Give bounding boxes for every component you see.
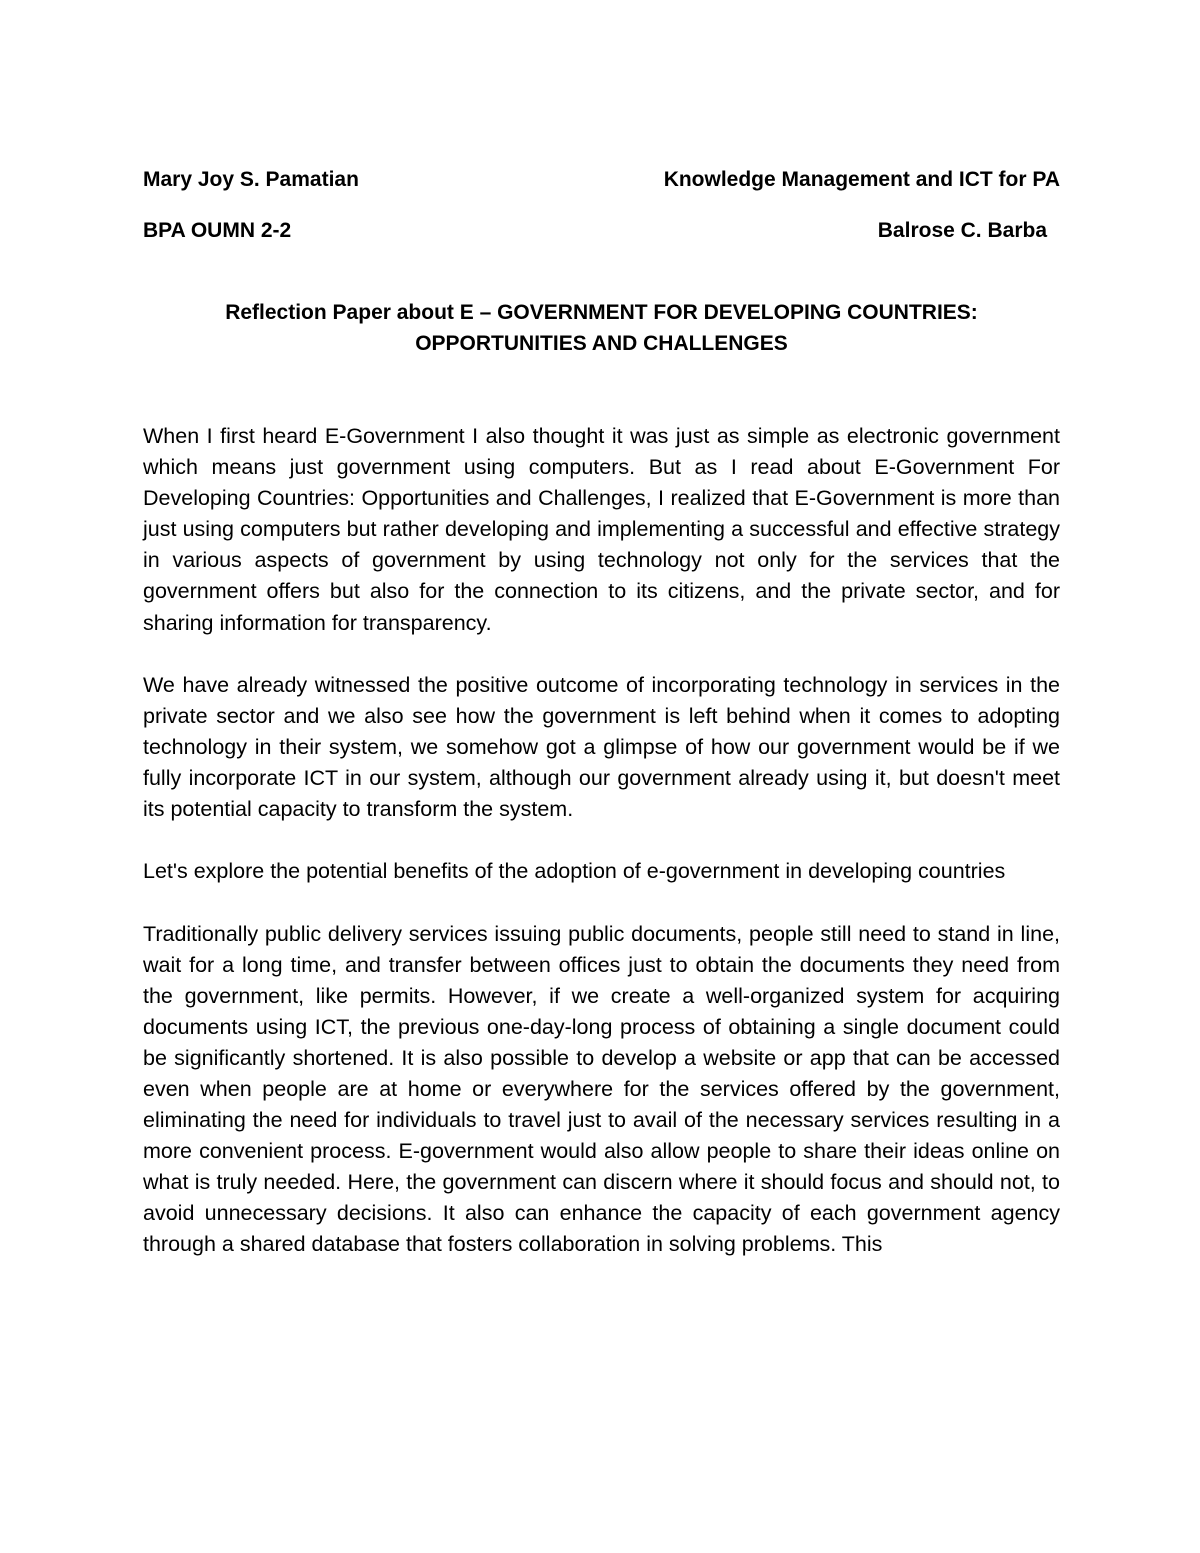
paragraph: Let's explore the potential benefits of the adoption of e-government in developing countries (143, 859, 1006, 884)
paper-title (143, 297, 1060, 359)
title-line-1: Reflection Paper about E – GOVERNMENT FOR DEVELOPING COUNTRIES: (225, 301, 978, 324)
header-row-1 (143, 166, 1060, 194)
header-row-2 (143, 217, 1060, 245)
title-line-2: OPPORTUNITIES AND CHALLENGES (415, 332, 788, 355)
paragraph: We have already witnessed the positive outcome of incorporating technology in services in the private sector and we also see how the government is left behind when it comes to adopting technology in their system, we somehow got a glimpse of how our government would be if we fully incorporate ICT in our system, although our government already using it, but doesn't meet its potential capacity to transform the system. (143, 672, 1060, 822)
paragraph: When I first heard E-Government I also thought it was just as simple as electronic government which means just government using computers. But as I read about E-Government For Developing Countries: Opportunities and Challenges, I realized that E-Government is more than just using computers but rather developing and implementing a successful and effective strategy in various aspects of government by using technology not only for the services that the government offers but also for the connection to its citizens, and the private sector, and for sharing information for transparency. (143, 424, 1060, 635)
section-name: BPA OUMN 2-2 (143, 219, 292, 242)
paragraph: Traditionally public delivery services issuing public documents, people still need to stand in line, wait for a long time, and transfer between offices just to obtain the documents they need from the government, like permits. However, if we create a well-organized system for acquiring documents using ICT, the previous one-day-long process of obtaining a single document could be significantly shortened. It is also possible to develop a website or app that can be accessed even when people are at home or everywhere for the services offered by the government, eliminating the need for individuals to travel just to avail of the necessary services resulting in a more convenient process. E-government would also allow people to share their ideas online on what is truly needed. Here, the government can discern where it should focus and should not, to avoid unnecessary decisions. It also can enhance the capacity of each government agency through a shared database that fosters collaboration in solving problems. This (143, 921, 1060, 1257)
paper-body (143, 421, 1060, 1261)
student-name: Mary Joy S. Pamatian (143, 168, 359, 191)
instructor-name: Balrose C. Barba (877, 219, 1047, 242)
course-name: Knowledge Management and ICT for PA (663, 168, 1060, 191)
